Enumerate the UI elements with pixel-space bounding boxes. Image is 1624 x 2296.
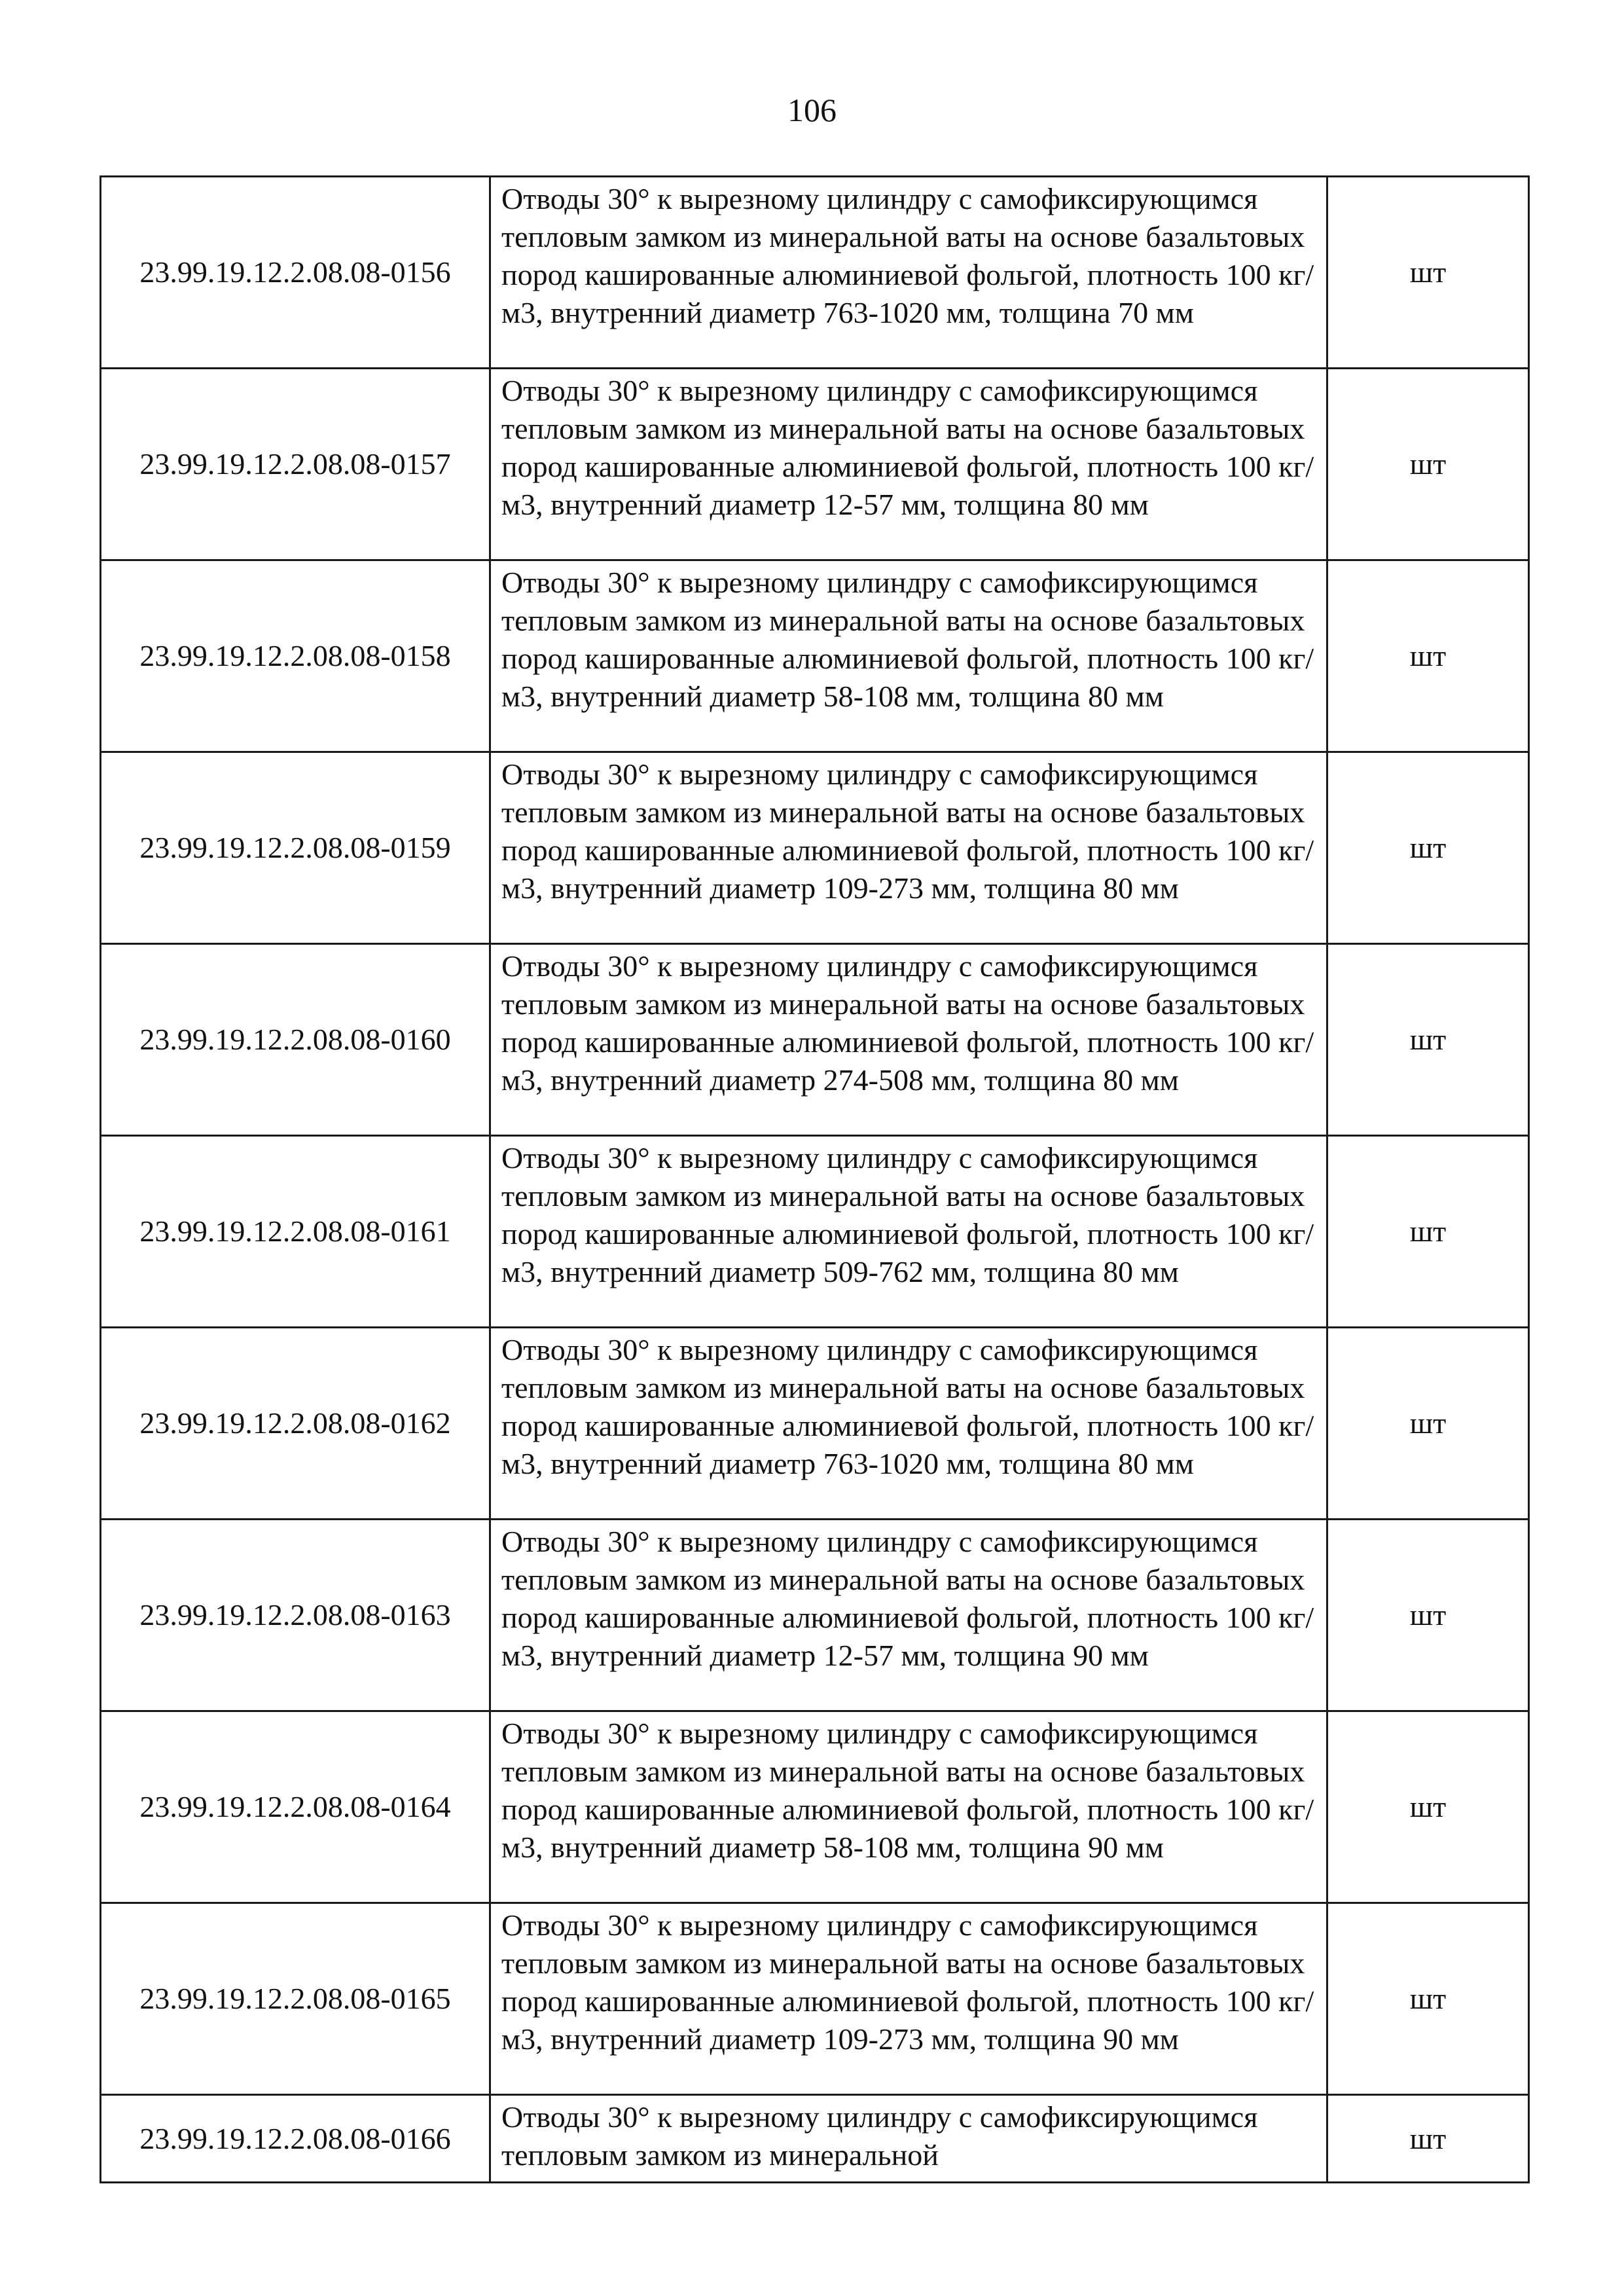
item-unit: шт: [1327, 752, 1529, 944]
item-description: Отводы 30° к вырезному цилиндру с самофиксирующимся тепловым замком из минеральной ваты на основе базальтовых пород кашированные алюминиевой фольгой, плотность 100 кг/м3, внутренний диаметр 109-273 мм, толщина 80 мм: [501, 757, 1314, 905]
item-description: Отводы 30° к вырезному цилиндру с самофиксирующимся тепловым замком из минеральной ваты на основе базальтовых пород кашированные алюминиевой фольгой, плотность 100 кг/м3, внутренний диаметр 58-108 мм, толщина 80 мм: [501, 566, 1314, 713]
item-code: 23.99.19.12.2.08.08-0158: [101, 560, 490, 752]
item-unit: шт: [1327, 1136, 1529, 1328]
item-description: Отводы 30° к вырезному цилиндру с самофиксирующимся тепловым замком из минеральной ваты на основе базальтовых пород кашированные алюминиевой фольгой, плотность 100 кг/м3, внутренний диаметр 12-57 мм, толщина 90 мм: [501, 1525, 1314, 1672]
item-unit: шт: [1327, 944, 1529, 1136]
table-row: [101, 1520, 1529, 1711]
table-row: [101, 560, 1529, 752]
item-description: Отводы 30° к вырезному цилиндру с самофиксирующимся тепловым замком из минеральной: [501, 2100, 1258, 2172]
item-code: 23.99.19.12.2.08.08-0159: [101, 752, 490, 944]
item-code: 23.99.19.12.2.08.08-0161: [101, 1136, 490, 1328]
item-unit: шт: [1327, 1903, 1529, 2095]
item-unit: шт: [1327, 560, 1529, 752]
page-number: 106: [787, 92, 837, 128]
table-row: [101, 1903, 1529, 2095]
item-code: 23.99.19.12.2.08.08-0157: [101, 369, 490, 560]
item-unit: шт: [1327, 1328, 1529, 1520]
table-row: [101, 1711, 1529, 1903]
table-row: [101, 369, 1529, 560]
item-unit: шт: [1327, 369, 1529, 560]
item-description: Отводы 30° к вырезному цилиндру с самофиксирующимся тепловым замком из минеральной ваты на основе базальтовых пород кашированные алюминиевой фольгой, плотность 100 кг/м3, внутренний диаметр 763-1020 мм, толщина 80 мм: [501, 1333, 1314, 1480]
table-row: [101, 177, 1529, 369]
item-code: 23.99.19.12.2.08.08-0163: [101, 1520, 490, 1711]
table-row: [101, 2095, 1529, 2183]
table-row: [101, 1136, 1529, 1328]
item-description: Отводы 30° к вырезному цилиндру с самофиксирующимся тепловым замком из минеральной ваты на основе базальтовых пород кашированные алюминиевой фольгой, плотность 100 кг/м3, внутренний диаметр 109-273 мм, толщина 90 мм: [501, 1908, 1314, 2056]
item-unit: шт: [1327, 1520, 1529, 1711]
item-unit: шт: [1327, 1711, 1529, 1903]
item-code: 23.99.19.12.2.08.08-0165: [101, 1903, 490, 2095]
table-row: [101, 752, 1529, 944]
table-row: [101, 1328, 1529, 1520]
item-code: 23.99.19.12.2.08.08-0160: [101, 944, 490, 1136]
item-unit: шт: [1327, 2095, 1529, 2183]
materials-table: [99, 175, 1530, 2183]
item-description: Отводы 30° к вырезному цилиндру с самофиксирующимся тепловым замком из минеральной ваты на основе базальтовых пород кашированные алюминиевой фольгой, плотность 100 кг/м3, внутренний диаметр 763-1020 мм, толщина 70 мм: [501, 182, 1314, 329]
item-unit: шт: [1327, 177, 1529, 369]
item-description: Отводы 30° к вырезному цилиндру с самофиксирующимся тепловым замком из минеральной ваты на основе базальтовых пород кашированные алюминиевой фольгой, плотность 100 кг/м3, внутренний диаметр 509-762 мм, толщина 80 мм: [501, 1141, 1314, 1288]
item-code: 23.99.19.12.2.08.08-0164: [101, 1711, 490, 1903]
item-code: 23.99.19.12.2.08.08-0156: [101, 177, 490, 369]
table-row: [101, 944, 1529, 1136]
item-description: Отводы 30° к вырезному цилиндру с самофиксирующимся тепловым замком из минеральной ваты на основе базальтовых пород кашированные алюминиевой фольгой, плотность 100 кг/м3, внутренний диаметр 274-508 мм, толщина 80 мм: [501, 949, 1314, 1097]
item-code: 23.99.19.12.2.08.08-0162: [101, 1328, 490, 1520]
item-description: Отводы 30° к вырезному цилиндру с самофиксирующимся тепловым замком из минеральной ваты на основе базальтовых пород кашированные алюминиевой фольгой, плотность 100 кг/м3, внутренний диаметр 12-57 мм, толщина 80 мм: [501, 374, 1314, 521]
item-code: 23.99.19.12.2.08.08-0166: [101, 2095, 490, 2183]
item-description: Отводы 30° к вырезному цилиндру с самофиксирующимся тепловым замком из минеральной ваты на основе базальтовых пород кашированные алюминиевой фольгой, плотность 100 кг/м3, внутренний диаметр 58-108 мм, толщина 90 мм: [501, 1717, 1314, 1864]
